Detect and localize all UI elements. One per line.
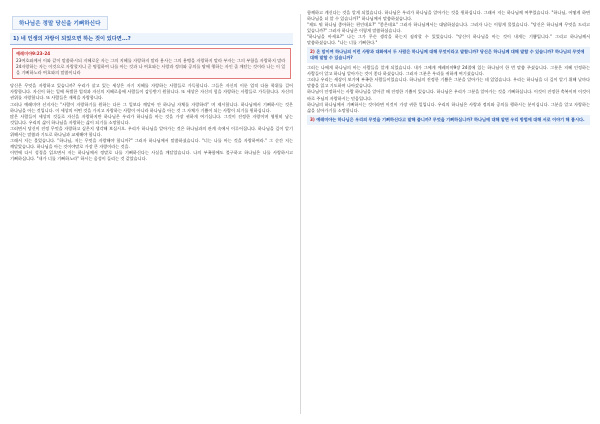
paragraph: 그러나 우리는 세상이 보기에 부족한 사람들이었습니다. 하나님의 진정한 기쁨은 그분을 알아가는 데 있었습니다. 우리는 하나님을 더 깊이 알기 위해 날마다 말씀을 읽고 기도하며 나아갔습니다. [307,77,590,89]
document-title: 하나님은 정말 당신을 기뻐하신다 [12,16,108,30]
paragraph: 하나님의 하나님께서 기뻐하시는 것이라면 이것이 가장 귀한 일입니다. 우리의 하나님은 사랑과 정의와 공의를 행하시는 분이십니다. 그분을 알고 자랑하는 삶을 살아가기를 소망합니다. [307,101,590,113]
column-divider [300,14,301,414]
question-2-callout [307,47,590,63]
question-3-callout [307,115,590,125]
paragraph: 그러나 예레미야 선지자는 "사람이 자랑하기를 원하는 다른 그 일보다 깨달아 안 하나님 자체를 자랑하라" 며 제시합니다. 하나님께서 기뻐하시는 것은 하나님을 아는 것입니다. 이 세상의 어떤 것을 가지고 자랑하는 사람이 아니라 하나님을 아는 것 그 자체가 기쁨이 되는 사람이 되기를 원하십니다. [10,101,293,113]
paragraph: "하나님을 아세요?" 나는 그가 무슨 생각을 하는지 짐작할 수 있었습니다. "당신이 하나님을 아는 것이 내게는 기쁨입니다." 그리고 하나님께서 말씀하셨습니다. "나는 너를 기뻐한다." [307,34,590,46]
left-column [10,10,293,418]
question-2-text: 온 맘이여 하나님의 이런 사랑과 대화에서 두 사람은 하나님께 대해 무엇이라고 말합니까? 당신은 하나님께 대해 말할 수 있습니까? 하나님의 무엇에 대해 말할 수 있습니까? [310,49,585,61]
right-column [307,10,590,418]
scripture-text: 23여호와께서 이와 같이 말씀하시되 지혜로운 자는 그의 지혜를 자랑하지 말라 용사는 그의 용맹을 자랑하지 말라 부자는 그의 부함을 자랑하지 말라 24자랑하는 자는 이것으로 자랑할지니 곧 명철하여 나를 아는 것과 나 여호와는 사랑과 정의와 공의를 땅에 행하는 자인 줄 깨닫는 것이라 나는 이 일을 기뻐하노라 여호와의 말씀이니라 [16,58,286,76]
paragraph: 하나님이 인정하시는 사람 하나님을 알아갈 때 진정한 기쁨이 있습니다. 하나님은 우리가 그분을 알아가는 것을 기뻐하십니다. 이것이 진정한 축복이며 이것이 바로 주님의 자랑하시는 믿음입니다. [307,89,590,101]
section1-heading: 1) 네 인생의 자랑이 되었으면 하는 것이 있다면...? [10,33,293,45]
paragraph: "제도 뭐 하나님 좋아하는 편인데요?" "좋은데요" 그러자 하나님께서는 대답하셨습니다. 그러자 나는 이렇게 물었습니다. "당신은 하나님께 무엇을 드리고 있습니까?" 그러자 하나님은 이렇게 말씀하셨습니다. [307,22,590,34]
question-3-number: 3) [310,116,315,122]
paragraph: 그래서 저는 물었습니다. "하나님, 저는 무엇을 자랑해야 합니까?" 그러자 하나님께서 말씀하셨습니다. "너는 나를 아는 것을 자랑하여라." 그 순간 저는 깨달았습니다. 하나님을 아는 것이야말로 가장 큰 자랑이라는 것을. [10,137,293,149]
paragraph: 당신은 무엇을 자랑하고 있습니까? 우리가 살고 있는 세상은 자기 지혜를 자랑하는 사람들로 가득합니다. 그들은 자신의 이룬 업적 다름 학위를 걸어 자랑합니다. 자신이 하는 일에 특별한 업적과 자신의 지혜로움에 사람들이 감동받기 원합니다. 또 세상은 자신의 힘을 자랑하는 사람들로 가득합니다. 자신의 권위를 자랑합니다. 또 사람들은 재력을 자랑합니다. [10,83,293,101]
paragraph: 많은 사람들이 세상의 것들로 자신을 자랑하지만 하나님은 우리가 하나님을 아는 것을 가장 귀하게 여기십니다. 그것이 진정한 자랑이며 영원히 남는 것입니다. 우리의 삶이 하나님을 자랑하는 삶이 되기를 소망합니다. [10,113,293,125]
scripture-reference: 예레미야9:23-24 [16,51,51,56]
paragraph: 그러는 나에게 하나님의 아는 사람들을 알게 되었습니다. 내가 그에게 예레미야9장 24절에 있는 하나님이 한 번 말씀 주셨습니다. 그분은 지혜 인정하는 사람들이 알고 하나님 알아가는 것이 좋다 하셨습니다. 그러자 그분은 우리를 귀하게 여기셨습니다. [307,65,590,77]
paragraph: 그러면서 당신이 진정 무엇을 자랑하고 싶은지 생각해 보십시오. 우리가 하나님을 알아가는 것은 하나님과의 관계 속에서 이루어집니다. 하나님을 깊이 알기 위해서는 말씀과 기도로 하나님과 교제해야 합니다. [10,125,293,137]
scripture-quote-box [12,48,291,79]
paragraph: 함께하고 계신다는 것을 알게 되었습니다. 하나님은 우리가 하나님을 알아가는 것을 원하십니다. 그래서 저는 하나님께 여쭈었습니다. "하나님, 어떻게 하면 하나님을 더 알 수 있습니까?" 하나님께서 말씀하셨습니다. [307,10,590,22]
paragraph: 이번에 다시 성경을 읽으면서 저는 하나님께서 정말로 나를 기뻐하신다는 사실을 깨달았습니다. 나의 부족함에도 불구하고 하나님은 나를 사랑하시고 기뻐하십니다. "내가 너를 기뻐하노라" 하시는 음성이 들리는 것 같았습니다. [10,149,293,161]
question-3-text: 예레미야는 하나님은 우리의 무엇을 기뻐하신다고 말해 줍니까? 무엇을 기뻐하십니까? 하나님에 대해 알면 우리 방법에 대해 서로 이야기 해 봅시다. [316,116,585,122]
question-2-number: 2) [310,49,315,55]
